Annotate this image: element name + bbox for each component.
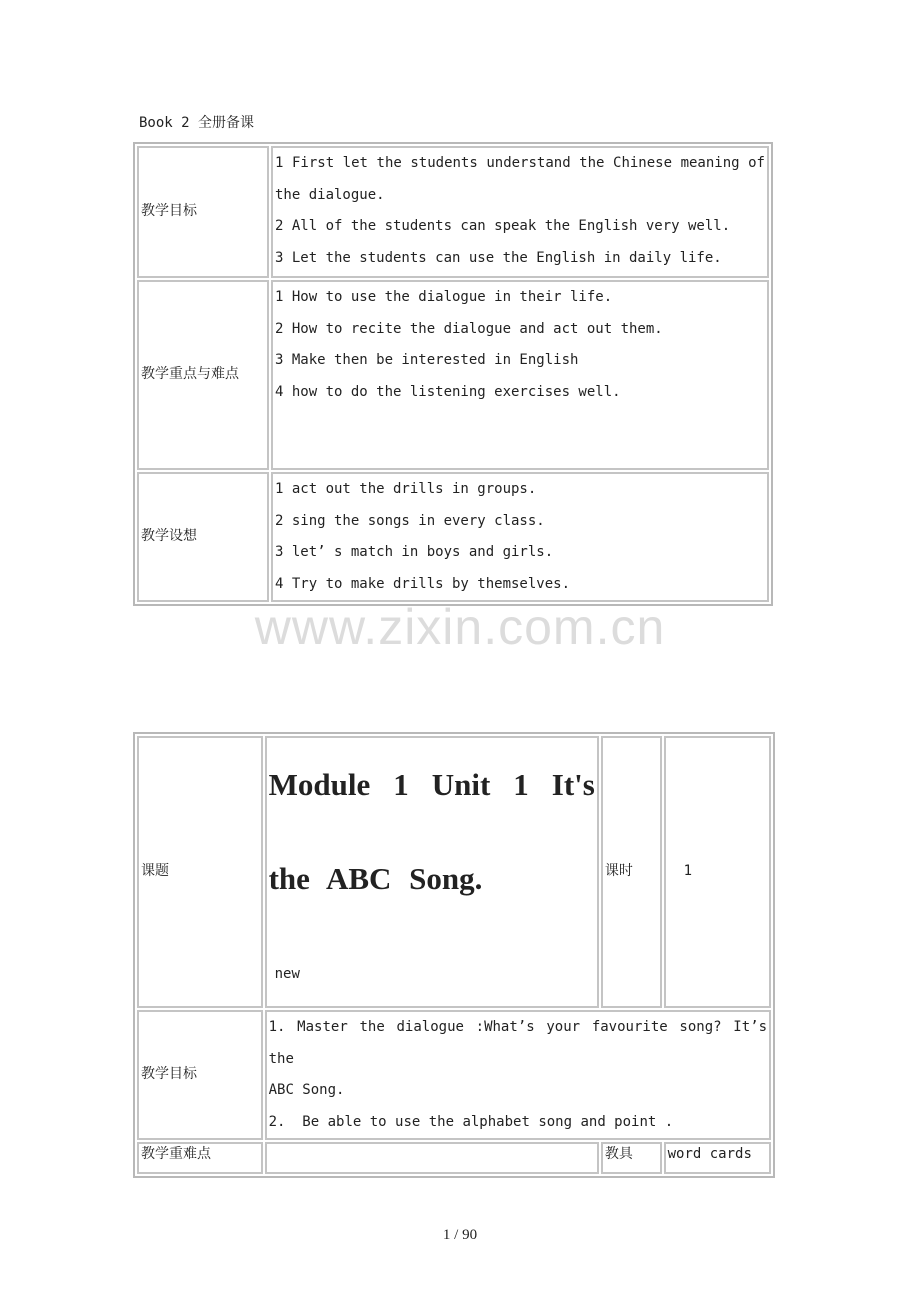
content-line: 1 act out the drills in groups. [275,481,537,497]
table-row [137,1142,771,1174]
goal-label: 教学目标 [137,1010,263,1140]
content-line: 3 Make then be interested in English [275,352,579,368]
content-line: 2. Be able to use the alphabet song and point . [268,1113,674,1130]
row-label: 教学重点与难点 [137,280,269,470]
lesson-detail-table [133,732,775,1178]
watermark: www.zixin.com.cn [254,599,666,655]
topic-cell [265,736,599,1008]
period-value: 1 [664,736,771,1008]
row-content [271,146,769,278]
goal-content [265,1010,776,1140]
tools-value: word cards [664,1142,771,1174]
lesson-overview-table [133,142,773,606]
content-line: ABC Song. [268,1082,345,1098]
topic-label: 课题 [137,736,263,1008]
topic-title-line: Module 1 Unit 1 It's [268,767,595,802]
content-line: 4 how to do the listening exercises well. [275,383,621,400]
content-line: 2 All of the students can speak the English very well. [275,218,731,234]
key-value [265,1142,599,1174]
row-label: 教学目标 [137,146,269,278]
period-label: 课时 [601,736,662,1008]
content-line: 2 sing the songs in every class. [275,512,545,529]
table-row [137,146,769,278]
content-line: 1. Master the dialogue :What’s your favourite song? It’s the [268,1019,776,1067]
key-label: 教学重难点 [137,1142,263,1174]
content-line: 2 How to recite the dialogue and act out them. [275,320,663,337]
topic-title-line: the ABC Song. [268,861,483,896]
document-title: Book 2 全册备课 [139,115,255,131]
table-row [137,736,771,1008]
table-row [137,280,769,470]
content-line: 1 How to use the dialogue in their life. [275,289,613,305]
content-line: 3 let’ s match in boys and girls. [275,544,554,560]
row-content [271,280,769,470]
row-label: 教学设想 [137,472,269,602]
row-content [271,472,769,602]
table-row [137,472,769,602]
content-line: 1 First let the students understand the Chinese meaning of [275,155,765,171]
content-line: 3 Let the students can use the English in daily life. [275,249,722,266]
content-line: 4 Try to make drills by themselves. [275,575,571,592]
topic-note: new [274,966,300,982]
page-number: 1 / 90 [442,1227,478,1243]
content-line: the dialogue. [275,186,385,203]
table-row [137,1010,771,1140]
tools-label: 教具 [601,1142,662,1174]
